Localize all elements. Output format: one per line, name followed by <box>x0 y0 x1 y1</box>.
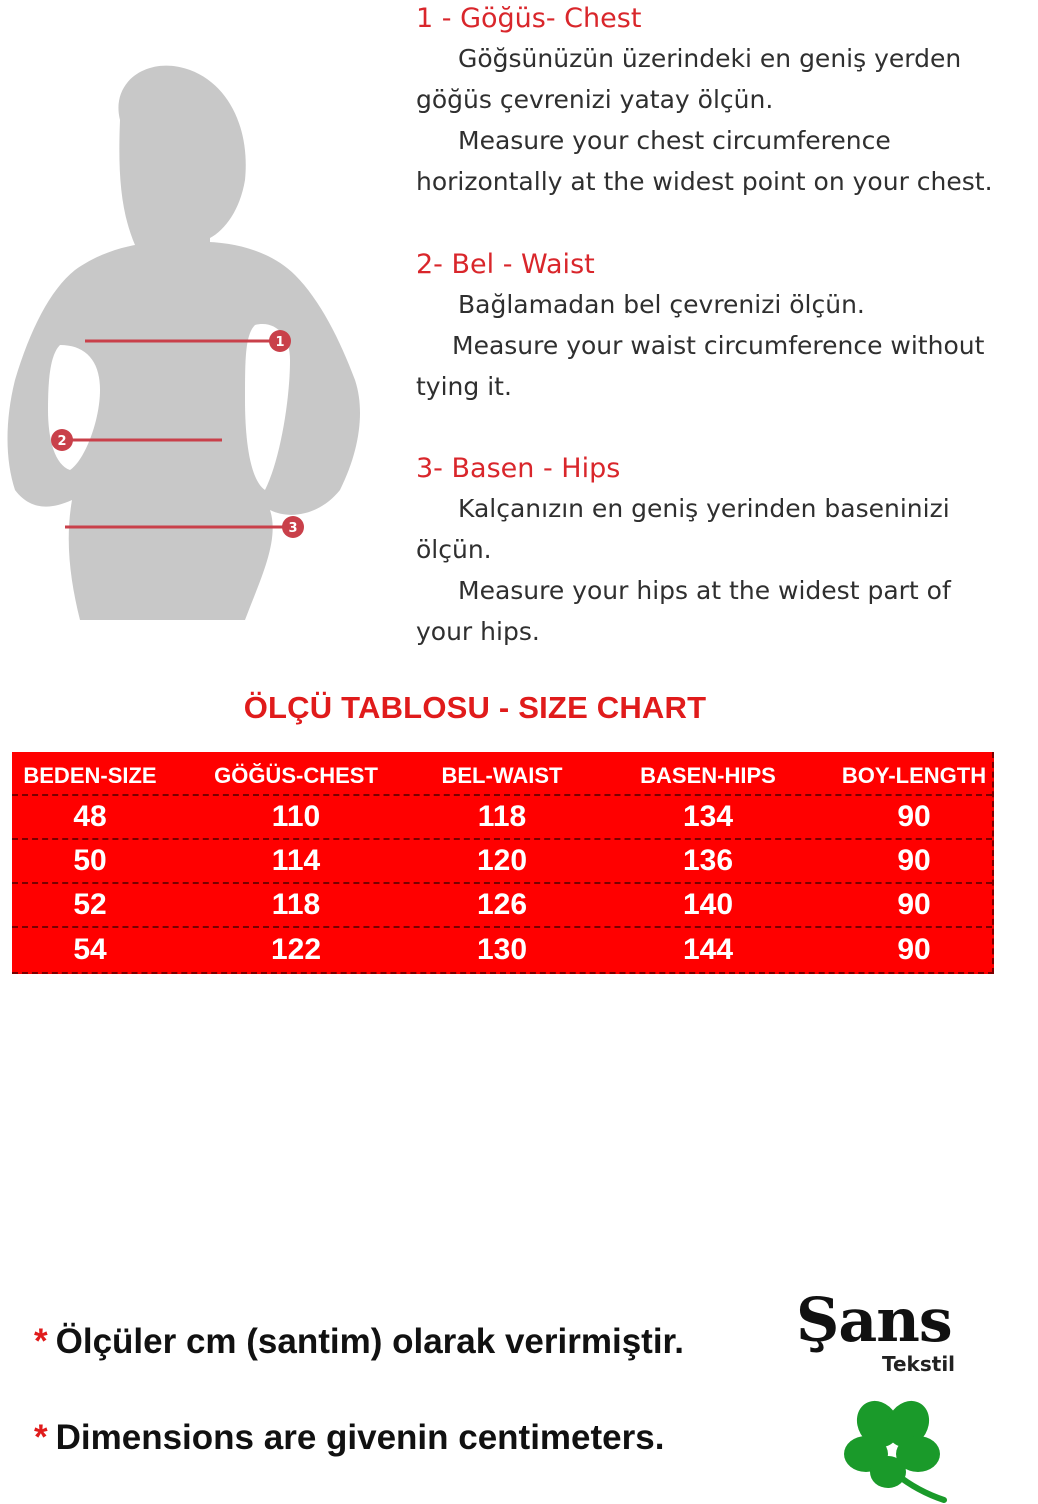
header-chest: GÖĞÜS-CHEST <box>214 763 378 788</box>
body-measurement-figure <box>0 60 380 630</box>
asterisk-icon: * <box>34 1418 48 1457</box>
cell-hips: 140 <box>682 888 734 921</box>
header-size: BEDEN-SIZE <box>23 763 157 788</box>
hips-tr-line-1: Kalçanızın en geniş yerinden baseninizi <box>458 494 950 523</box>
header-waist: BEL-WAIST <box>441 763 563 788</box>
cell-waist: 120 <box>476 844 528 877</box>
header-hips: BASEN-HIPS <box>640 763 776 788</box>
waist-title: 2- Bel - Waist <box>416 249 595 280</box>
hips-title: 3- Basen - Hips <box>416 453 621 484</box>
cell-chest: 118 <box>271 888 321 921</box>
chest-section <box>416 0 1036 202</box>
waist-en-line-2: tying it. <box>416 372 512 401</box>
cell-hips: 134 <box>682 800 734 833</box>
hips-en-line-1: Measure your hips at the widest part of <box>458 576 951 605</box>
hips-en-line-2: your hips. <box>416 617 540 646</box>
cell-length: 90 <box>897 888 931 921</box>
table-header-row <box>12 752 992 796</box>
body-silhouette-icon <box>0 60 380 630</box>
chest-tr-line-1: Göğsünüzün üzerindeki en geniş yerden <box>458 44 962 73</box>
chest-en-line-1: Measure your chest circumference <box>458 126 891 155</box>
note-turkish-text: Ölçüler cm (santim) olarak verirmiştir. <box>55 1322 684 1361</box>
chest-en-line-2: horizontally at the widest point on your chest. <box>416 167 993 196</box>
brand-subtitle: Tekstil <box>882 1352 956 1376</box>
cell-waist: 118 <box>477 800 527 833</box>
cell-chest: 110 <box>271 800 321 833</box>
marker-waist: 2 <box>57 434 67 449</box>
hips-tr-line-2: ölçün. <box>416 535 492 564</box>
cell-hips: 144 <box>682 933 734 966</box>
table-row <box>12 840 992 884</box>
cell-length: 90 <box>897 844 931 877</box>
chest-tr-line-2: göğüs çevrenizi yatay ölçün. <box>416 85 774 114</box>
marker-chest: 1 <box>275 335 285 350</box>
brand-logo <box>790 1286 990 1500</box>
cell-size: 52 <box>73 888 107 921</box>
header-length: BOY-LENGTH <box>841 763 987 788</box>
size-table <box>12 752 994 974</box>
note-english-text: Dimensions are givenin centimeters. <box>55 1418 665 1457</box>
chest-title: 1 - Göğüs- Chest <box>416 3 642 34</box>
cell-size: 50 <box>73 844 107 877</box>
table-row <box>12 796 992 840</box>
hips-section <box>416 450 1036 652</box>
table-row <box>12 884 992 928</box>
waist-tr-line-1: Bağlamadan bel çevrenizi ölçün. <box>458 290 865 319</box>
cell-size: 48 <box>73 800 107 833</box>
cell-chest: 122 <box>270 933 322 966</box>
table-row <box>12 928 992 972</box>
cell-waist: 130 <box>476 933 528 966</box>
cell-size: 54 <box>73 933 107 966</box>
waist-en-line-1: Measure your waist circumference without <box>452 331 985 360</box>
note-turkish <box>34 1322 684 1362</box>
marker-hips: 3 <box>288 521 298 536</box>
cell-length: 90 <box>897 933 931 966</box>
cell-waist: 126 <box>476 888 528 921</box>
four-leaf-clover-icon <box>826 1394 956 1504</box>
cell-hips: 136 <box>682 844 734 877</box>
asterisk-icon: * <box>34 1322 48 1361</box>
brand-name: Şans <box>796 1286 952 1356</box>
waist-section <box>416 246 1036 407</box>
cell-chest: 114 <box>271 844 321 877</box>
size-chart-title: ÖLÇÜ TABLOSU - SIZE CHART <box>243 690 707 725</box>
note-english <box>34 1418 664 1458</box>
cell-length: 90 <box>897 800 931 833</box>
